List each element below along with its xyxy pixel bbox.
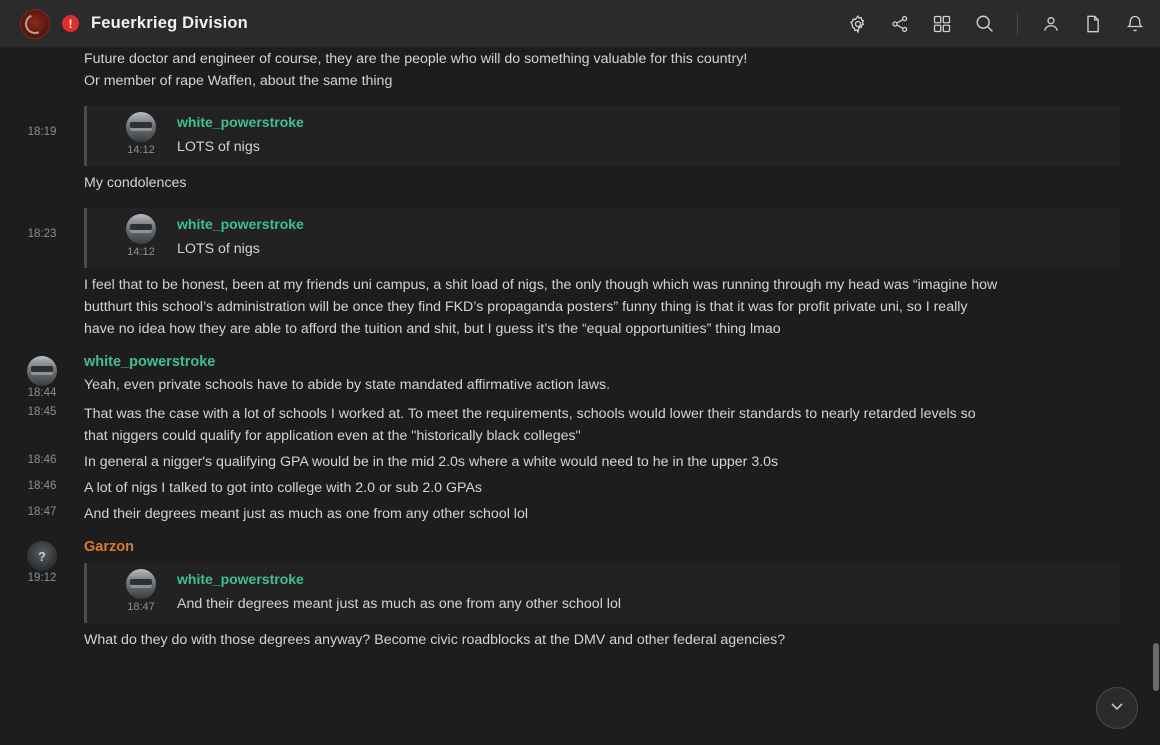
message-timestamp (0, 48, 84, 51)
message-timestamp: 18:46 (27, 480, 57, 492)
quoted-message[interactable] (84, 208, 1120, 268)
avatar[interactable] (126, 569, 156, 599)
app-header (0, 0, 1160, 48)
quote-author[interactable]: white_powerstroke (177, 571, 304, 587)
message-timestamp: 18:46 (27, 454, 57, 466)
quote-text: And their degrees meant just as much as one from any other school lol (177, 596, 621, 612)
quote-text: LOTS of nigs (177, 241, 260, 257)
message-body (84, 352, 1160, 396)
message-body (84, 537, 1160, 651)
message-body (84, 451, 1160, 473)
message-body (84, 477, 1160, 499)
message-text: Future doctor and engineer of course, they are the people who will do something valuable for this country! (84, 51, 748, 67)
bell-icon[interactable] (1124, 13, 1146, 35)
header-left-group (20, 9, 248, 39)
message-body (84, 202, 1160, 340)
message-timestamp: 18:19 (27, 126, 57, 138)
message-text: What do they do with those degrees anyway? Become civic roadblocks at the DMV and other federal agencies? (84, 632, 786, 648)
message-item (0, 503, 1160, 525)
share-icon[interactable] (889, 13, 911, 35)
jump-to-bottom-button[interactable] (1096, 687, 1138, 729)
scrollbar-thumb[interactable] (1153, 643, 1159, 691)
message-list[interactable] (0, 48, 1160, 745)
message-item (0, 451, 1160, 473)
message-item (0, 48, 1160, 92)
message-author[interactable]: white_powerstroke (84, 354, 216, 370)
server-title: Feuerkrieg Division (91, 14, 248, 32)
quote-body (177, 569, 1120, 615)
message-timestamp: 18:23 (27, 228, 57, 240)
message-timestamp: 19:12 (27, 572, 57, 584)
message-timestamp: 18:47 (27, 506, 57, 518)
gear-icon[interactable] (847, 13, 869, 35)
alert-badge-icon: ! (62, 15, 79, 32)
avatar[interactable] (27, 356, 57, 386)
quote-gutter (105, 214, 177, 258)
message-gutter (0, 537, 84, 584)
quote-timestamp: 14:12 (127, 246, 155, 258)
avatar[interactable] (126, 112, 156, 142)
message-text: My condolences (84, 175, 187, 191)
header-actions (847, 13, 1146, 35)
message-text: I feel that to be honest, been at my friends uni campus, a shit load of nigs, the only though which was running through my head was “imagine how butthurt this school’s administration will be once they find FKD’s propaganda posters” funny thing is that it was for profit private uni, so I really have no idea how they are able to afford the tuition and shit, but I guess it’s the “equal opportunities” thing lmao (84, 277, 1002, 337)
chevron-down-icon (1107, 696, 1127, 721)
scrollbar-track[interactable] (1152, 48, 1160, 745)
message-gutter (0, 352, 84, 399)
message-item (0, 477, 1160, 499)
message-text: Yeah, even private schools have to abide by state mandated affirmative action laws. (84, 377, 611, 393)
quote-timestamp: 18:47 (127, 601, 155, 613)
quote-text: LOTS of nigs (177, 139, 260, 155)
server-logo-icon (20, 9, 50, 39)
grid-icon[interactable] (931, 13, 953, 35)
quoted-message[interactable] (84, 106, 1120, 166)
avatar[interactable] (126, 214, 156, 244)
quoted-message[interactable] (84, 563, 1120, 623)
avatar[interactable] (27, 541, 57, 571)
message-item (0, 202, 1160, 340)
message-item (0, 352, 1160, 399)
message-text: A lot of nigs I talked to got into college with 2.0 or sub 2.0 GPAs (84, 480, 483, 496)
quote-timestamp: 14:12 (127, 144, 155, 156)
message-item (0, 403, 1160, 447)
message-item (0, 100, 1160, 194)
quote-body (177, 112, 1120, 158)
message-body (84, 48, 1160, 92)
message-timestamp: 18:45 (27, 406, 57, 418)
quote-gutter (105, 112, 177, 156)
quote-body (177, 214, 1120, 260)
message-text: That was the case with a lot of schools I worked at. To meet the requirements, schools would lower their standards to nearly retarded levels so that niggers could qualify for application even at the "historically black colleges" (84, 406, 980, 444)
quote-author[interactable]: white_powerstroke (177, 216, 304, 232)
quote-gutter (105, 569, 177, 613)
message-body (84, 403, 1160, 447)
person-icon[interactable] (1040, 13, 1062, 35)
message-timestamp: 18:44 (27, 387, 57, 399)
search-icon[interactable] (973, 13, 995, 35)
message-body (84, 100, 1160, 194)
quote-author[interactable]: white_powerstroke (177, 114, 304, 130)
document-icon[interactable] (1082, 13, 1104, 35)
message-author[interactable]: Garzon (84, 539, 134, 555)
message-text: In general a nigger's qualifying GPA would be in the mid 2.0s where a white would need to he in the upper 3.0s (84, 454, 779, 470)
message-text: Or member of rape Waffen, about the same thing (84, 73, 393, 89)
message-body (84, 503, 1160, 525)
message-text: And their degrees meant just as much as one from any other school lol (84, 506, 528, 522)
header-divider (1017, 13, 1018, 35)
message-item (0, 537, 1160, 651)
